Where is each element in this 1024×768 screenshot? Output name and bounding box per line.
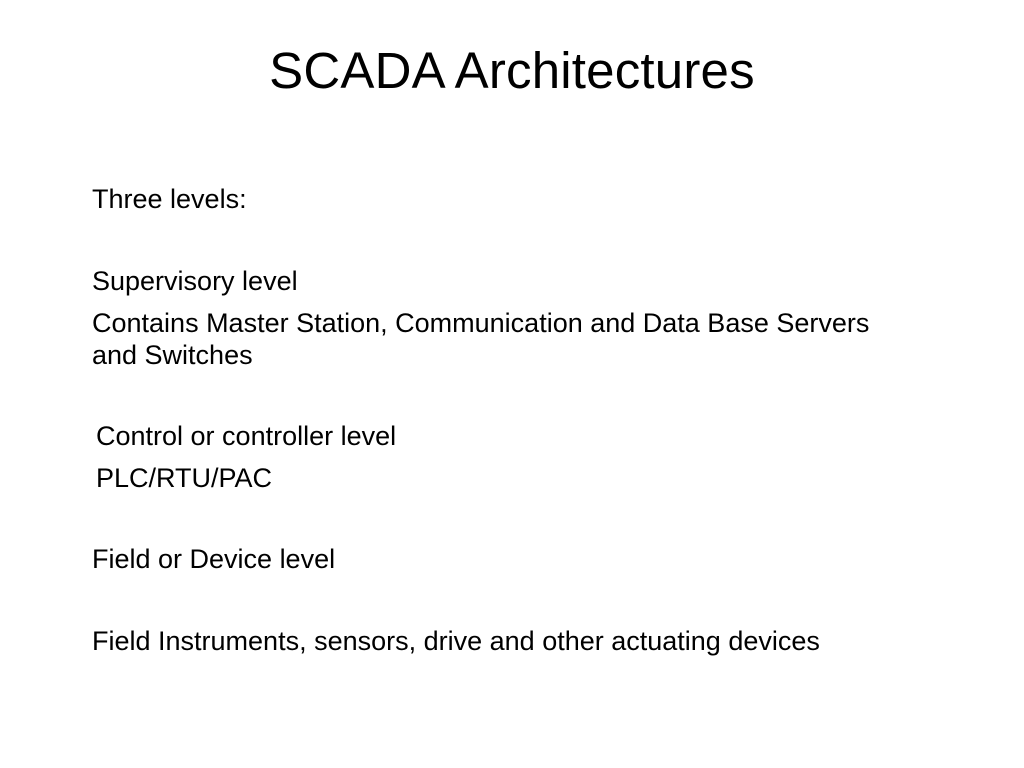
body-line-control-detail: PLC/RTU/PAC — [96, 463, 273, 493]
body-line-control-heading: Control or controller level — [96, 421, 397, 451]
slide-title: SCADA Architectures — [269, 42, 755, 99]
body-line-supervisory-heading: Supervisory level — [92, 266, 298, 296]
body-line-field-heading: Field or Device level — [92, 544, 336, 574]
body-line-supervisory-detail: Contains Master Station, Communication and Data Base Servers and Switches — [92, 308, 870, 370]
body-line-field-detail: Field Instruments, sensors, drive and other actuating devices — [92, 626, 820, 656]
body-line-intro: Three levels: — [92, 184, 247, 214]
